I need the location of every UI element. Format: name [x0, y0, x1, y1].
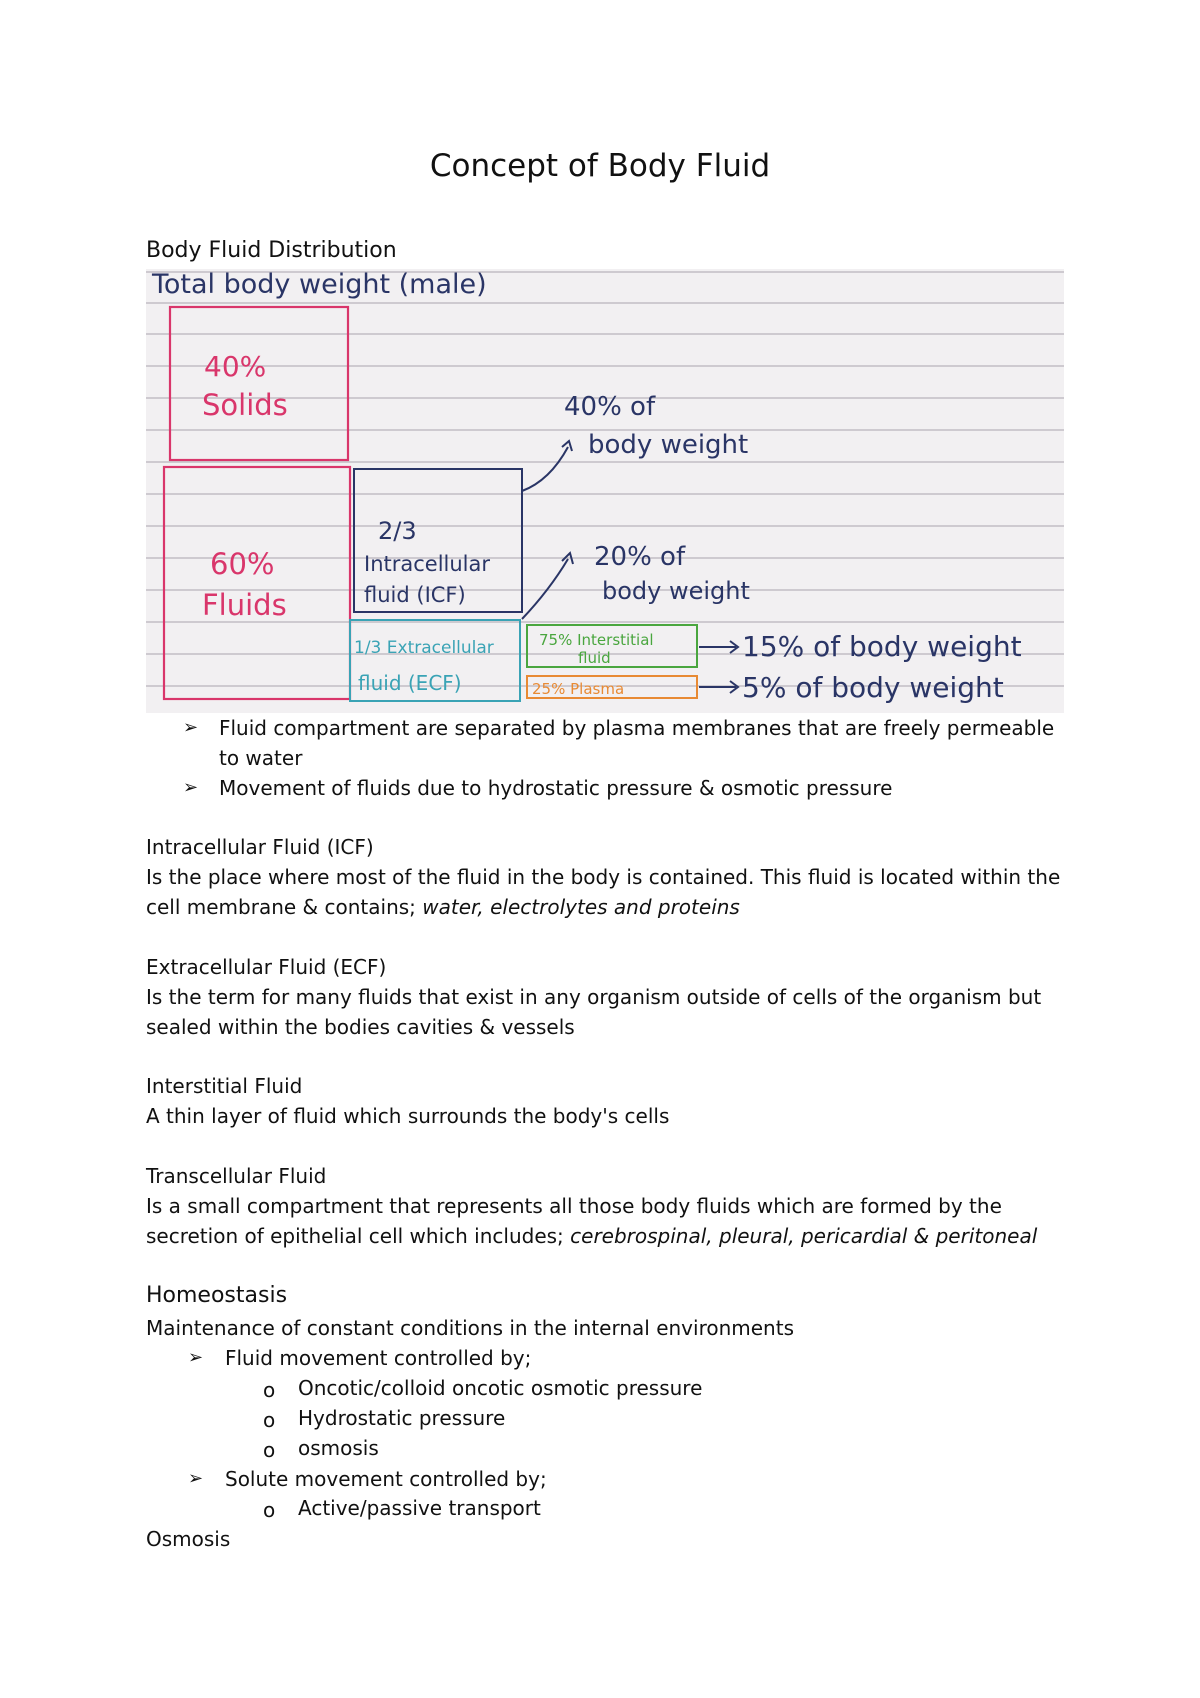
- ecf-result-line1: 20% of: [594, 542, 686, 572]
- solids-percent: 40%: [204, 350, 267, 383]
- icf-line1: Is the place where most of the fluid in the body is contained. This fluid is located within the: [146, 865, 1061, 889]
- icf-line2: fluid (ICF): [364, 583, 466, 607]
- circle-bullet-icon: o: [263, 1438, 276, 1462]
- diagram-header: Total body weight (male): [152, 269, 487, 300]
- fluid-item-osmosis: osmosis: [298, 1436, 379, 1460]
- interstitial-result: 15% of body weight: [742, 630, 1022, 663]
- fluid-movement-item: Fluid movement controlled by;: [225, 1346, 532, 1370]
- solids-box: [170, 307, 348, 460]
- fluid-item-oncotic: Oncotic/colloid oncotic osmotic pressure: [298, 1376, 703, 1400]
- transcellular-heading: Transcellular Fluid: [146, 1164, 327, 1188]
- body-fluid-diagram: [146, 269, 1064, 713]
- circle-bullet-icon: o: [263, 1408, 276, 1432]
- plasma-label: 25% Plasma: [532, 680, 625, 698]
- fluids-percent: 60%: [210, 547, 275, 581]
- arrow-bullet-icon: ➢: [188, 1468, 204, 1489]
- homeostasis-heading: Homeostasis: [146, 1283, 288, 1308]
- icf-result-line2: body weight: [588, 430, 749, 460]
- page-title: Concept of Body Fluid: [429, 148, 771, 184]
- bullet-membranes: Fluid compartment are separated by plasma membranes that are freely permeable: [219, 716, 1055, 740]
- fluids-box: [164, 467, 350, 699]
- bullet-membranes-cont: to water: [219, 746, 303, 770]
- plasma-result: 5% of body weight: [742, 671, 1004, 704]
- fluid-item-hydrostatic: Hydrostatic pressure: [298, 1406, 506, 1430]
- interstitial-line2: fluid: [578, 649, 611, 667]
- transcellular-line2: secretion of epithelial cell which includes; cerebrospinal, pleural, pericardial & peritoneal: [146, 1224, 1038, 1248]
- ecf-result-line2: body weight: [602, 577, 750, 605]
- arrow-bullet-icon: ➢: [183, 777, 199, 798]
- solute-item-transport: Active/passive transport: [298, 1496, 541, 1520]
- icf-result-line1: 40% of: [564, 392, 656, 422]
- icf-line2: cell membrane & contains; water, electrolytes and proteins: [146, 895, 740, 919]
- solids-label: Solids: [202, 388, 288, 422]
- bullet-movement: Movement of fluids due to hydrostatic pressure & osmotic pressure: [219, 776, 893, 800]
- ecf-line2: fluid (ECF): [358, 671, 462, 695]
- transcellular-line1: Is a small compartment that represents all those body fluids which are formed by the: [146, 1194, 1002, 1218]
- homeostasis-intro: Maintenance of constant conditions in the internal environments: [146, 1316, 794, 1340]
- circle-bullet-icon: o: [263, 1498, 276, 1522]
- interstitial-heading: Interstitial Fluid: [146, 1074, 303, 1098]
- interstitial-line1: A thin layer of fluid which surrounds the body's cells: [146, 1104, 670, 1128]
- arrow-bullet-icon: ➢: [183, 717, 199, 738]
- arrow-bullet-icon: ➢: [188, 1347, 204, 1368]
- ecf-heading: Extracellular Fluid (ECF): [146, 955, 387, 979]
- icf-line1: Intracellular: [364, 552, 491, 576]
- interstitial-line1: 75% Interstitial: [539, 631, 654, 649]
- solute-movement-item: Solute movement controlled by;: [225, 1467, 547, 1491]
- fluids-label: Fluids: [202, 588, 287, 622]
- ecf-line2: sealed within the bodies cavities & vessels: [146, 1015, 575, 1039]
- ecf-line1: 1/3 Extracellular: [354, 638, 494, 658]
- ecf-line1: Is the term for many fluids that exist in any organism outside of cells of the organism but: [146, 985, 1042, 1009]
- icf-heading: Intracellular Fluid (ICF): [146, 835, 374, 859]
- circle-bullet-icon: o: [263, 1378, 276, 1402]
- icf-fraction: 2/3: [378, 517, 417, 545]
- osmosis-heading: Osmosis: [146, 1527, 231, 1551]
- distribution-heading: Body Fluid Distribution: [146, 238, 397, 263]
